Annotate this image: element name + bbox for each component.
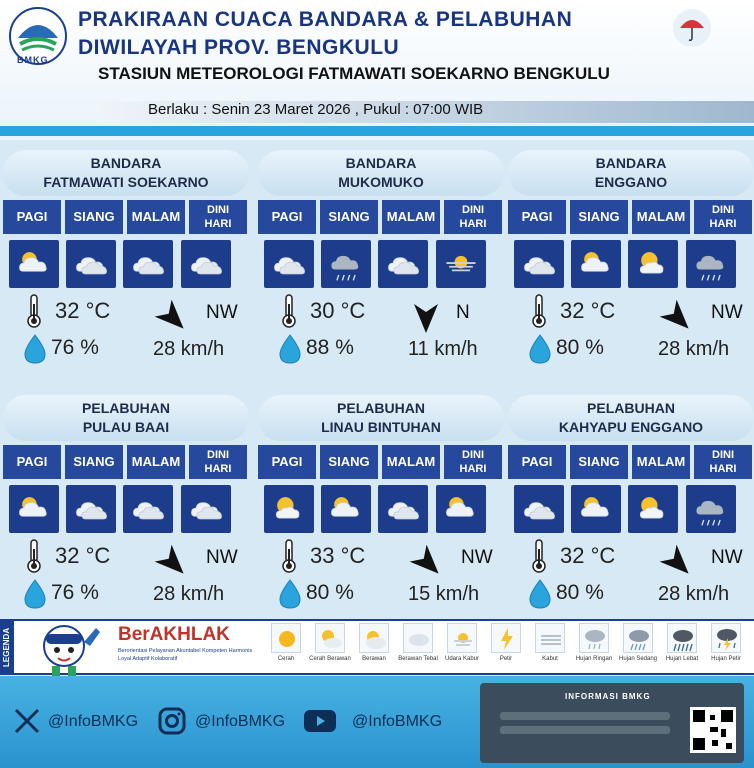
weather-hujan-ringan-icon [686,485,736,533]
period-row [3,445,249,479]
wind-speed-value: 28 km/h [153,338,225,360]
page-title: PRAKIRAAN CUACA BANDARA & PELABUHAN [78,8,573,31]
legend-label: Berawan Tebal [398,656,438,662]
weather-berawan-tebal-icon [123,485,173,533]
weather-hujan-ringan-icon [321,240,371,288]
legend-item [528,623,572,662]
weather-berawan-tebal-icon [514,240,564,288]
forecast-card [508,150,754,370]
period-malam: MALAM [632,200,690,234]
info-title: INFORMASI BMKG [565,692,651,701]
wind-speed-value: 28 km/h [658,583,730,605]
temperature-value: 32 °C [560,543,616,568]
x-icon[interactable] [12,706,42,736]
legend-label: Hujan Lebat [665,656,699,662]
thermometer-icon [25,539,43,573]
weather-berawan-icon [9,485,59,533]
wind-direction-arrow-icon [153,300,193,336]
station-name: STASIUN METEOROLOGI FATMAWATI SOEKARNO BENGKULU [98,64,610,83]
legend-label: Cerah Berawan [309,656,351,662]
legend-hujan-ringan-icon [579,623,609,653]
legend-hujan-lebat-icon [667,623,697,653]
period-siang: SIANG [320,200,378,234]
weather-icon-row [508,240,754,288]
legend-label: Berawan [362,656,386,662]
wind-direction-label: N [456,302,470,323]
period-dini-hari: DINI HARI [189,445,247,479]
divider [0,126,754,136]
legend-hujan-sedang-icon [623,623,653,653]
humidity-drop-icon [528,334,552,364]
weather-berawan-icon [571,485,621,533]
forecast-card [258,150,504,370]
legend-item [308,623,352,662]
weather-berawan-tebal-icon [181,240,231,288]
berakhlak-logo: BerAKHLAK [118,624,230,645]
period-row [258,445,504,479]
page-subtitle: DIWILAYAH PROV. BENGKULU [78,36,400,59]
wind-direction-arrow-icon [406,300,446,336]
weather-icon-row [258,240,504,288]
instagram-icon[interactable] [157,706,187,736]
wind-direction-arrow-icon [658,545,698,581]
humidity-value: 80 % [556,581,604,604]
period-pagi: PAGI [258,445,316,479]
location-label: PELABUHAN LINAU BINTUHAN [258,395,504,441]
legend-udara-kabur-icon [447,623,477,653]
humidity-value: 88 % [306,336,354,359]
wind-direction-arrow-icon [658,300,698,336]
period-siang: SIANG [570,200,628,234]
location-label: PELABUHAN PULAU BAAI [3,395,249,441]
wind-speed-value: 11 km/h [408,338,478,360]
legend-item [660,623,704,662]
thermometer-icon [530,294,548,328]
thermometer-icon [530,539,548,573]
youtube-handle[interactable]: @InfoBMKG [352,713,443,730]
humidity-value: 80 % [556,336,604,359]
legend-label: Kabut [542,656,558,662]
humidity-drop-icon [23,579,47,609]
legend-cerah-berawan-icon [315,623,345,653]
weather-icon-row [508,485,754,533]
logo-text: BMKG [17,55,49,65]
period-malam: MALAM [127,445,185,479]
period-dini-hari: DINI HARI [444,200,502,234]
temperature-value: 33 °C [310,543,366,568]
weather-cerah-berawan-icon [264,485,314,533]
legend-berawan-tebal-icon [403,623,433,653]
humidity-drop-icon [278,579,302,609]
legend-label: Hujan Sedang [618,656,658,662]
legend-label: Hujan Ringan [575,656,613,662]
weather-berawan-icon [436,485,486,533]
mascot-image [30,622,110,682]
period-siang: SIANG [320,445,378,479]
humidity-value: 80 % [306,581,354,604]
period-pagi: PAGI [3,200,61,234]
legend-petir-icon [491,623,521,653]
weather-berawan-tebal-icon [514,485,564,533]
thermometer-icon [280,294,298,328]
humidity-value: 76 % [51,336,99,359]
wind-speed-value: 28 km/h [658,338,730,360]
weather-berawan-icon [321,485,371,533]
weather-berawan-tebal-icon [264,240,314,288]
period-malam: MALAM [127,200,185,234]
wind-direction-label: NW [206,302,238,323]
weather-udara-kabur-icon [436,240,486,288]
weather-berawan-tebal-icon [66,485,116,533]
period-malam: MALAM [382,200,440,234]
x-handle[interactable]: @InfoBMKG [48,713,139,730]
berakhlak-tagline: Berorientasi Pelayanan Akuntabel Kompeten Harmonis Loyal Adaptif Kolaboratif [118,648,253,662]
wind-direction-label: NW [206,547,238,568]
weather-berawan-icon [571,240,621,288]
forecast-card [258,395,504,615]
location-label: BANDARA MUKOMUKO [258,150,504,196]
legend-cerah-icon [271,623,301,653]
period-dini-hari: DINI HARI [189,200,247,234]
period-row [258,200,504,234]
weather-cerah-berawan-icon [628,485,678,533]
thermometer-icon [25,294,43,328]
legend-item [704,623,748,662]
valid-date: Berlaku : Senin 23 Maret 2026 , Pukul : 07:00 WIB [148,101,484,118]
qr-code-icon[interactable] [690,707,736,753]
humidity-drop-icon [528,579,552,609]
weather-berawan-icon [9,240,59,288]
forecast-card [508,395,754,615]
weather-berawan-tebal-icon [123,240,173,288]
wind-speed-value: 28 km/h [153,583,225,605]
legend-item [616,623,660,662]
period-malam: MALAM [632,445,690,479]
wind-direction-arrow-icon [153,545,193,581]
wind-speed-value: 15 km/h [408,583,480,605]
period-dini-hari: DINI HARI [444,445,502,479]
period-pagi: PAGI [508,200,566,234]
legend-item [396,623,440,662]
period-dini-hari: DINI HARI [694,200,752,234]
period-row [508,200,754,234]
umbrella-icon [672,8,712,48]
humidity-drop-icon [278,334,302,364]
legend-label: Udara Kabur [444,656,480,662]
weather-berawan-tebal-icon [181,485,231,533]
wind-direction-arrow-icon [408,545,448,581]
weather-berawan-tebal-icon [378,240,428,288]
instagram-handle[interactable]: @InfoBMKG [195,713,286,730]
period-row [508,445,754,479]
temperature-value: 32 °C [55,543,111,568]
period-dini-hari: DINI HARI [694,445,752,479]
period-siang: SIANG [65,445,123,479]
weather-icon-row [258,485,504,533]
legend-item [352,623,396,662]
period-pagi: PAGI [3,445,61,479]
location-label: PELABUHAN KAHYAPU ENGGANO [508,395,754,441]
weather-icon-row [3,485,249,533]
wind-direction-label: NW [461,547,493,568]
period-pagi: PAGI [258,200,316,234]
legend-kabut-icon [535,623,565,653]
legend-tab: LEGENDA [0,619,14,675]
legend-label: Cerah [277,656,295,662]
app-store-badges[interactable] [500,712,670,720]
temperature-value: 32 °C [55,298,111,323]
weather-cerah-berawan-icon [628,240,678,288]
forecast-card [3,150,249,370]
weather-berawan-tebal-icon [66,240,116,288]
location-label: BANDARA FATMAWATI SOEKARNO [3,150,249,196]
legend-label: Petir [499,656,513,662]
legend-berawan-icon [359,623,389,653]
period-siang: SIANG [570,445,628,479]
location-label: BANDARA ENGGANO [508,150,754,196]
forecast-card [3,395,249,615]
period-siang: SIANG [65,200,123,234]
period-malam: MALAM [382,445,440,479]
wind-direction-label: NW [711,302,743,323]
period-row [3,200,249,234]
temperature-value: 30 °C [310,298,366,323]
social-links-row [500,726,670,734]
temperature-value: 32 °C [560,298,616,323]
humidity-value: 76 % [51,581,99,604]
youtube-icon[interactable] [303,706,337,736]
legend-item [440,623,484,662]
legend-item [264,623,308,662]
weather-berawan-tebal-icon [378,485,428,533]
legend-hujan-petir-icon [711,623,741,653]
wind-direction-label: NW [711,547,743,568]
legend-item [484,623,528,662]
legend-item [572,623,616,662]
humidity-drop-icon [23,334,47,364]
weather-icon-row [3,240,249,288]
period-pagi: PAGI [508,445,566,479]
weather-hujan-ringan-icon [686,240,736,288]
thermometer-icon [280,539,298,573]
legend-label: Hujan Petir [711,656,741,662]
